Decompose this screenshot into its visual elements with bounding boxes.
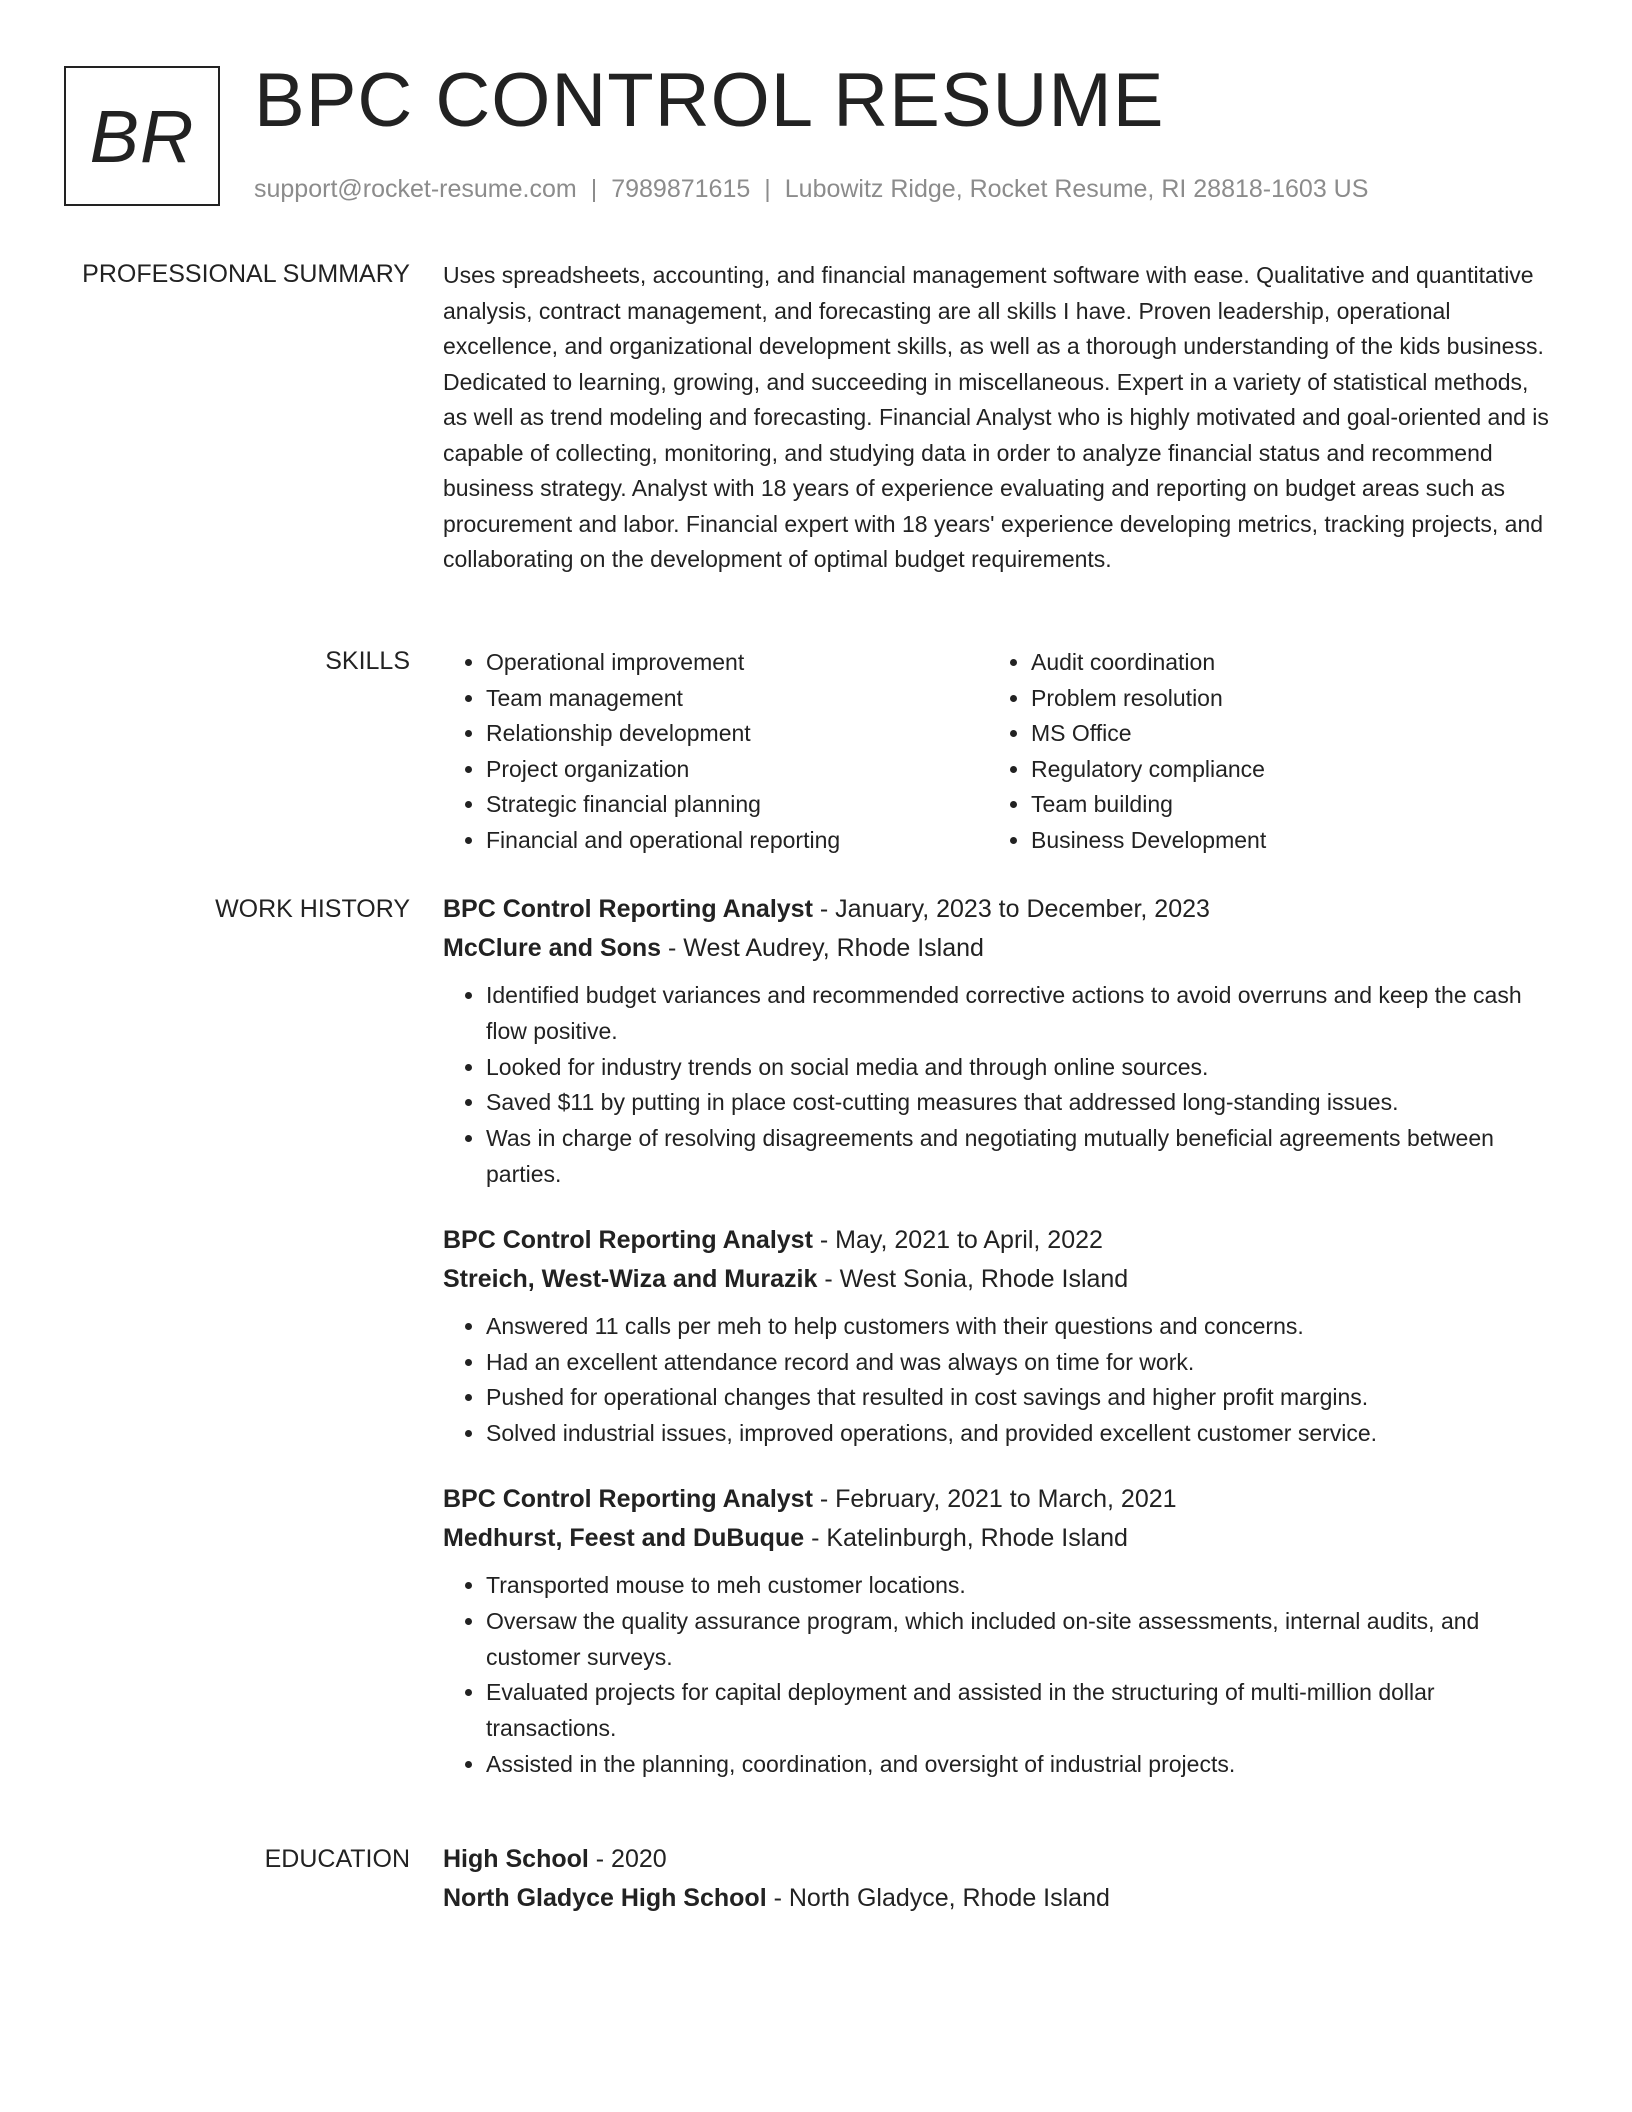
job-bullet: • Assisted in the planning, coordination, and oversight of industrial projects. (486, 1747, 1555, 1783)
contact-separator: | (764, 175, 771, 203)
job-bullet: • Looked for industry trends on social media and through online sources. (486, 1050, 1555, 1086)
skill-item: • MS Office (1031, 716, 1533, 752)
resume-name: BPC CONTROL RESUME (254, 58, 1165, 143)
job-company: Streich, West-Wiza and Murazik (443, 1264, 818, 1293)
job-company-line (443, 929, 1555, 968)
work-history-label: WORK HISTORY (215, 895, 410, 923)
skill-item: • Relationship development (486, 716, 988, 752)
job-bullet: • Was in charge of resolving disagreements and negotiating mutually beneficial agreements between parties. (486, 1121, 1555, 1193)
skill-item: • Project organization (486, 752, 988, 788)
education-school-line (443, 1879, 1555, 1918)
job-title-line (443, 1221, 1555, 1260)
skill-item: • Regulatory compliance (1031, 752, 1533, 788)
job-location: - West Sonia, Rhode Island (817, 1264, 1129, 1293)
contact-address: Lubowitz Ridge, Rocket Resume, RI 28818-1603 US (784, 175, 1369, 203)
job-dates: - May, 2021 to April, 2022 (812, 1225, 1103, 1254)
job-entry (443, 890, 1555, 1193)
education-degree-line (443, 1840, 1555, 1879)
skills-grid (443, 645, 1555, 858)
contact-email: support@rocket-resume.com (254, 175, 577, 203)
job-company-line (443, 1519, 1555, 1558)
job-bullet: • Oversaw the quality assurance program, which included on-site assessments, internal audits, and customer surveys. (486, 1604, 1555, 1676)
work-history-body (443, 890, 1555, 1811)
job-title: BPC Control Reporting Analyst (443, 1484, 813, 1513)
skills-body (443, 645, 1555, 858)
skill-item: • Operational improvement (486, 645, 988, 681)
education-school: North Gladyce High School (443, 1884, 767, 1912)
job-title: BPC Control Reporting Analyst (443, 1225, 813, 1254)
job-dates: - February, 2021 to March, 2021 (812, 1484, 1177, 1513)
monogram-text: BR (89, 94, 195, 178)
job-bullet: • Transported mouse to meh customer locations. (486, 1568, 1555, 1604)
skill-item: • Financial and operational reporting (486, 823, 988, 859)
job-bullets (443, 1568, 1555, 1783)
job-company: McClure and Sons (443, 934, 662, 962)
job-bullet: • Solved industrial issues, improved operations, and provided excellent customer service. (486, 1416, 1555, 1452)
skill-item: • Strategic financial planning (486, 787, 988, 823)
contact-phone: 7989871615 (611, 175, 751, 203)
skill-item: • Audit coordination (1031, 645, 1533, 681)
job-entry (443, 1480, 1555, 1783)
summary-text: Uses spreadsheets, accounting, and financial management software with ease. Qualitative and quantitative analysis, contract management, and forecasting are all skills I have. Proven leadership, operational excellence, and organizational development skills, as well as a thorough understanding of the kids business. Dedicated to learning, growing, and succeeding in miscellaneous. Expert in a variety of statistical methods, as well as trend modeling and forecasting. Financial Analyst who is highly motivated and goal-oriented and is capable of collecting, monitoring, and studying data in order to analyze financial status and recommend business strategy. Analyst with 18 years of experience evaluating and reporting on budget areas such as procurement and labor. Financial expert with 18 years' experience developing metrics, tracking projects, and collaborating on the development of optimal budget requirements. (443, 262, 1549, 572)
skill-item: • Team building (1031, 787, 1533, 823)
job-dates: - January, 2023 to December, 2023 (812, 895, 1210, 923)
job-company-line (443, 1260, 1555, 1299)
monogram-logo (64, 66, 220, 206)
job-title-line (443, 890, 1555, 929)
job-bullet: • Pushed for operational changes that resulted in cost savings and higher profit margins. (486, 1380, 1555, 1416)
job-title-line (443, 1480, 1555, 1519)
job-bullet: • Identified budget variances and recommended corrective actions to avoid overruns and keep the cash flow positive. (486, 978, 1555, 1050)
job-bullet: • Evaluated projects for capital deployment and assisted in the structuring of multi-million dollar transactions. (486, 1675, 1555, 1747)
education-body (443, 1840, 1555, 1918)
summary-label: PROFESSIONAL SUMMARY (82, 260, 410, 288)
contact-separator: | (590, 175, 598, 203)
job-bullet: • Answered 11 calls per meh to help customers with their questions and concerns. (486, 1309, 1555, 1345)
skills-label: SKILLS (325, 647, 410, 675)
job-title: BPC Control Reporting Analyst (443, 895, 813, 923)
job-bullets (443, 978, 1555, 1193)
education-year: - 2020 (588, 1845, 667, 1873)
job-bullet: • Had an excellent attendance record and was always on time for work. (486, 1345, 1555, 1381)
summary-body (443, 258, 1555, 578)
job-bullets (443, 1309, 1555, 1452)
job-location: - West Audrey, Rhode Island (661, 934, 984, 962)
job-bullet: • Saved $11 by putting in place cost-cutting measures that addressed long-standing issues. (486, 1085, 1555, 1121)
contact-line (254, 172, 1368, 206)
skill-item: • Team management (486, 681, 988, 717)
job-location: - Katelinburgh, Rhode Island (804, 1523, 1128, 1552)
education-label: EDUCATION (264, 1845, 410, 1873)
job-company: Medhurst, Feest and DuBuque (443, 1523, 805, 1552)
education-location: - North Gladyce, Rhode Island (766, 1884, 1110, 1912)
skill-item: • Problem resolution (1031, 681, 1533, 717)
skills-column-left (443, 645, 988, 858)
job-entry (443, 1221, 1555, 1452)
skill-item: • Business Development (1031, 823, 1533, 859)
education-degree: High School (443, 1845, 589, 1873)
skills-column-right (988, 645, 1533, 858)
